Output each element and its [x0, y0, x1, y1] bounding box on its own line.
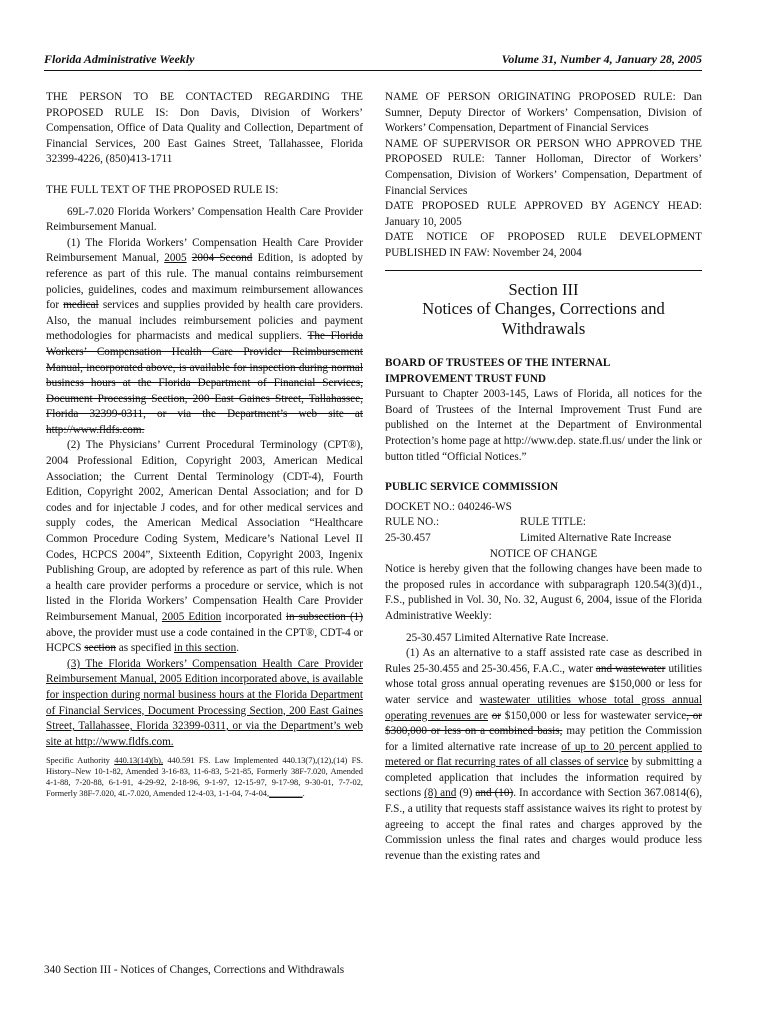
page-footer: 340 Section III - Notices of Changes, Corrections and Withdrawals — [44, 964, 345, 976]
psc-heading: PUBLIC SERVICE COMMISSION — [385, 481, 559, 494]
trustees-paragraph: Pursuant to Chapter 2003-145, Laws of Florida, all notices for the Board of Trustees of the Internal Improvement Trust Fund are published on the Internet at the Department of Environmental Protection’s home page at http://www.dep. state.fl.us/ under the link or button titled “Official Notices.” — [385, 388, 702, 463]
right-column — [385, 90, 702, 864]
header-rule — [44, 70, 702, 71]
rule-paragraph-1: (1) The Florida Workers’ Compensation Health Care Provider Reimbursement Manual, 2005 2004 Second Edition, is adopted by reference as part of this rule. The manual contains reimbursement policies, guidelines, codes and maximum reimbursement allowances for medical services and supplies provided by health care providers. Also, the manual includes reimbursement policies and payment methodologies for pharmacists and medical suppliers. The Florida Workers’ Compensation Health Care Provider Reimbursement Manual, incorporated above, is available for inspection during normal business hours at the Florida Department of Financial Services, Document Processing Section, 200 East Gaines Street, Tallahassee, Florida 32399-0311, or via the Department’s web site at http://www.fldfs.com. — [46, 236, 364, 436]
notice-of-change-heading: NOTICE OF CHANGE — [489, 547, 598, 560]
originator-paragraph: NAME OF PERSON ORIGINATING PROPOSED RULE: Dan Sumner, Deputy Director of Workers’ Compensation, Division of Workers’ Compensation, Department of Financial Services — [385, 91, 702, 135]
supervisor-paragraph: NAME OF SUPERVISOR OR PERSON WHO APPROVED THE PROPOSED RULE: Tanner Holloman, Director of Workers’ Compensation, Division of Workers’ Compensation, Department of Financial Services — [385, 137, 702, 197]
rule-values-row: 25-30.457 Limited Alternative Rate Increase — [385, 531, 672, 544]
rule-reference: 25-30.457 Limited Alternative Rate Increase. — [406, 631, 609, 644]
date-approved: DATE PROPOSED RULE APPROVED BY AGENCY HEAD: January 10, 2005 — [385, 200, 702, 228]
section-divider — [385, 270, 702, 271]
rule-title: 69L-7.020 Florida Workers’ Compensation Health Care Provider Reimbursement Manual. — [46, 205, 363, 234]
rule-paragraph-3: (3) The Florida Workers’ Compensation Health Care Provider Reimbursement Manual, 2005 Edition incorporated above, is available for inspection during normal business hours at the Florida Department of Financial Services, Document Processing Section, 200 East Gaines Street, Tallahassee, Florida 32399-0311, or via the Department’s web site at http://www.fldfs.com. — [46, 657, 363, 748]
rule-labels-row: RULE NO.: RULE TITLE: — [385, 516, 586, 529]
notice-paragraph: Notice is hereby given that the following changes have been made to the proposed rules in accordance with subparagraph 120.54(3)(d)1., F.S., published in Vol. 30, No. 32, August 6, 2004, issue of the Florida Administrative Weekly: — [385, 563, 702, 622]
section-title: Section III Notices of Changes, Corrections and Withdrawals — [422, 279, 665, 338]
docket-number: DOCKET NO.: 040246-WS — [385, 500, 512, 513]
contact-paragraph: THE PERSON TO BE CONTACTED REGARDING THE PROPOSED RULE IS: Don Davis, Division of Workers’ Compensation, Office of Data Quality and Collection, Department of Financial Services, 200 East Gaines Street, Tallahassee, Florida 32399-4226, (850)413-1711 — [46, 91, 363, 166]
left-column — [46, 90, 363, 800]
running-header — [44, 52, 702, 68]
rule-paragraph-2: (2) The Physicians’ Current Procedural Terminology (CPT®), 2004 Professional Edition, Copyright 2003, American Medical Association; the Current Dental Terminology (CDT-4), Fourth Edition, Copyright 2002, American Dental Association; and for D codes and for injectable J codes, and for other medical services and supply codes, the American Medical Association “Healthcare Common Procedure Coding System, Medicare’s National Level II Codes, HCPCS 2004”, Sixteenth Edition, Copyright 2003, Ingenix Publishing Group, are adopted by reference as part of this rule. When a health care provider performs a procedure or service, which is not listed in the Florida Workers’ Compensation Health Care Provider Reimbursement Manual, 2005 Edition incorporated in subsection (1) above, the provider must use a code contained in the CPT®, CDT-4 or HCPCS section as specified in this section. — [46, 439, 363, 655]
trustees-heading: BOARD OF TRUSTEES OF THE INTERNAL IMPROVEMENT TRUST FUND — [385, 357, 611, 385]
change-paragraph-1: (1) As an alternative to a staff assisted rate case as described in Rules 25-30.455 and 25-30.456, F.A.C., water and wastewater utilities whose total gross annual operating revenues are $150,000 or less for water service and wastewater utilities whose total gross annual operating revenues are or $150,000 or less for wastewater service, or $300,000 or less on a combined basis, may petition the Commission for a limited alternative rate increase of up to 20 percent applied to metered or flat recurring rates of all classes of service by submitting a completed application that includes the information required by sections (8) and (9) and (10). In accordance with Section 367.0814(6), F.S., a utility that requests staff assistance waives its right to protest by agreeing to accept the final rates and charges approved by the Commission unless the final rates and charges would produce less revenue than the existing rates and — [385, 647, 703, 862]
date-notice: DATE NOTICE OF PROPOSED RULE DEVELOPMENT PUBLISHED IN FAW: November 24, 2004 — [385, 231, 702, 259]
issue-info: Volume 31, Number 4, January 28, 2005 — [501, 52, 702, 66]
publication-name: Florida Administrative Weekly — [44, 52, 195, 66]
full-text-heading: THE FULL TEXT OF THE PROPOSED RULE IS: — [46, 183, 279, 196]
authority-note: Specific Authority 440.13(14)(b), 440.591 FS. Law Implemented 440.13(7),(12),(14) FS. History–New 10-1-82, Amended 3-16-83, 11-6-83, 5-21-85, Formerly 38F-7.020, Amended 4-1-88, 7-20-88, 6-1-91, 4-29-92, 2-18-96, 9-1-97, 12-15-97, 9-17-98, 9-30-01, 7-7-02, Formerly 38F-7.020, 4L-7.020, Amended 12-4-03, 1-1-04, 7-4-04,________. — [46, 756, 363, 798]
